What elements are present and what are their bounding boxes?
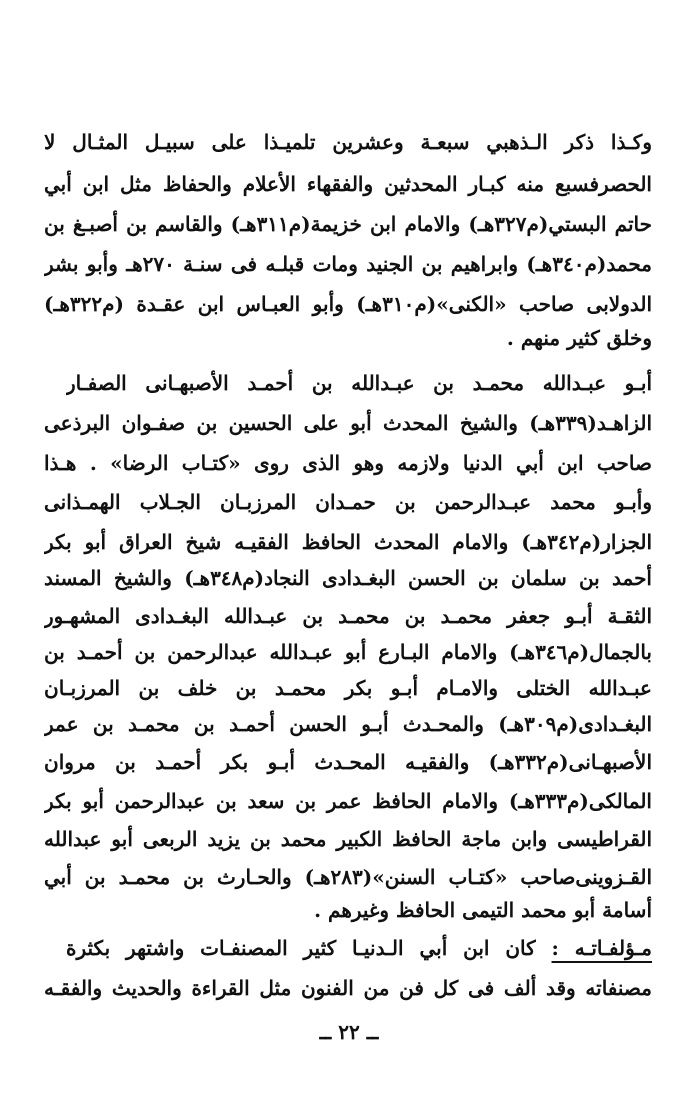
text-line: مصنفاته وقد ألف فى كل فن من الفنون مثل القراءة والحديث والفقـه bbox=[44, 976, 652, 1000]
text-line: حاتم البستي(م٣٢٧هـ) والامام ابن خزيمة(م٣١١هـ) والقاسم بن أصبـغ بن bbox=[44, 212, 652, 236]
text-line bbox=[66, 928, 652, 968]
text-line: وأبـو محمد عبـدالرحمن بن حمـدان المرزبـان الجـلاب الهمـذانى bbox=[44, 490, 652, 514]
text-line: المالكى(م٣٣٣هـ) والامام الحافظ عمر بن سعد بن عبدالرحمن أبو بكر bbox=[44, 789, 652, 813]
section-heading-rest: كان ابن أبي الـدنيـا كثير المصنفـات واشتهر بكثرة bbox=[66, 936, 536, 960]
section-heading: مـؤلفـاتـه : bbox=[551, 936, 652, 960]
text-line: أحمد بن سلمان بن الحسن البغـدادى النجاد(م٣٤٨هـ) والشيخ المسند bbox=[44, 566, 652, 590]
text-line: الزاهـد(٣٣٩هـ) والشيخ المحدث أبو على الحسين بن صفـوان البرذعى bbox=[44, 411, 652, 435]
text-line: الجزار(م٣٤٢هـ) والامام المحدث الحافظ الفقيـه شيخ العراق أبو بكر bbox=[44, 530, 652, 554]
text-line: القراطيسى وابن ماجة الحافظ الكبير محمد بن يزيد الربعى أبو عبدالله bbox=[44, 827, 652, 851]
text-line: صاحب ابن أبي الدنيا ولازمه وهو الذى روى «كتـاب الرضا» . هـذا bbox=[44, 451, 652, 475]
text-line: الدولابى صاحب «الكنى»(م٣١٠هـ) وأبو العبـاس ابن عقـدة (م٣٢٢هـ) bbox=[44, 292, 652, 316]
text-line: وكـذا ذكر الـذهبي سبعـة وعشرين تلميـذا على سبيـل المثـال لا bbox=[44, 130, 652, 154]
text-line: أسامة أبو محمد التيمى الحافظ وغيرهم . bbox=[314, 898, 652, 922]
text-line: البغـدادى(م٣٠٩هـ) والمحـدث أبـو الحسن أحمـد بن محمـد بن عمر bbox=[44, 712, 652, 736]
text-line: وخلق كثير منهم . bbox=[506, 326, 652, 350]
text-line: الحصرفسبع منه كبـار المحدثين والفقهاء الأعلام والحفاظ مثل ابن أبي bbox=[44, 172, 652, 196]
page-number: ــ ٢٢ ــ bbox=[319, 1020, 379, 1044]
text-line: عبـدالله الختلى والامـام أبـو بكر محمـد بن خلف بن المرزبـان bbox=[44, 676, 652, 700]
text-line: القـزوينى‌صاحب «كتـاب السنن»(٢٨٣هـ) والحـارث بن محمـد بن أبي bbox=[44, 865, 652, 889]
text-line: محمد(م٣٤٠هـ) وابراهيم بن الجنيد ومات قبلـه فى سنـة ٢٧٠هـ وأبو بشر bbox=[44, 252, 652, 276]
text-line: الأصبهـانى(م٣٣٢هـ) والفقيـه المحـدث أبـو بكر أحمـد بن مروان bbox=[44, 750, 652, 774]
text-line: بالجمال(م٣٤٦هـ) والامام البـارع أبو عبـدالله عبدالرحمن بن أحمـد بن bbox=[44, 640, 652, 664]
text-line: الثقـة أبـو جعفر محمـد بن محمـد بن عبـدالله البغـدادى المشهـور bbox=[44, 604, 652, 628]
text-line: أبـو عبـدالله محمـد بن عبـدالله بن أحمـد الأصبهـانى الصفـار bbox=[66, 371, 652, 395]
